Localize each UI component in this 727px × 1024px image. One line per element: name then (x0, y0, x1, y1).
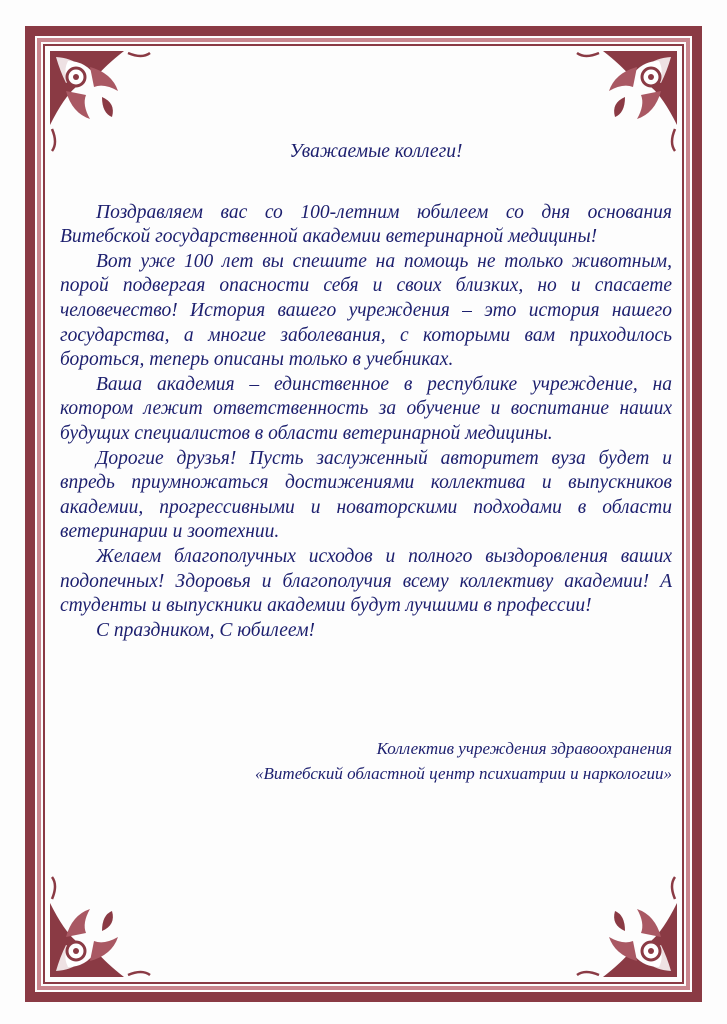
signature-line-name: «Витебский областной центр психиатрии и наркологии» (255, 764, 672, 783)
signature-block (150, 736, 672, 786)
paragraph-academy: Ваша академия – единственное в республике учреждение, на котором лежит ответственность за обучение и воспитание наших будущих специалистов в области ветеринарной медицины. (60, 373, 672, 444)
paragraph-closing: С праздником, С юбилеем! (96, 619, 316, 641)
paragraph-congratulation: Поздравляем вас со 100-летним юбилеем со дня основания Витебской государственной академии ветеринарной медицины! (60, 201, 672, 248)
paragraph-wishes: Желаем благополучных исходов и полного выздоровления ваших подопечных! Здоровья и благополучия всему коллективу академии! А студенты и выпускники академии будут лучшими в профессии! (60, 545, 672, 617)
signature-line-organization: Коллектив учреждения здравоохранения (376, 739, 672, 758)
salutation: Уважаемые коллеги! (289, 141, 463, 162)
paragraph-friends: Дорогие друзья! Пусть заслуженный авторитет вуза будет и впредь приумножаться достижениями коллектива и выпускников академии, прогрессивными и новаторскими подходами в области ветеринарии и зоотехнии. (60, 447, 672, 543)
paragraph-history: Вот уже 100 лет вы спешите на помощь не только животным, порой подвергая опасности себя и своих близких, но и спасаете человечество! История вашего учреждения – это история нашего государства, а многие заболевания, с которыми вам приходилось бороться, теперь описаны только в учебниках. (60, 250, 672, 371)
letter-body (60, 140, 672, 643)
